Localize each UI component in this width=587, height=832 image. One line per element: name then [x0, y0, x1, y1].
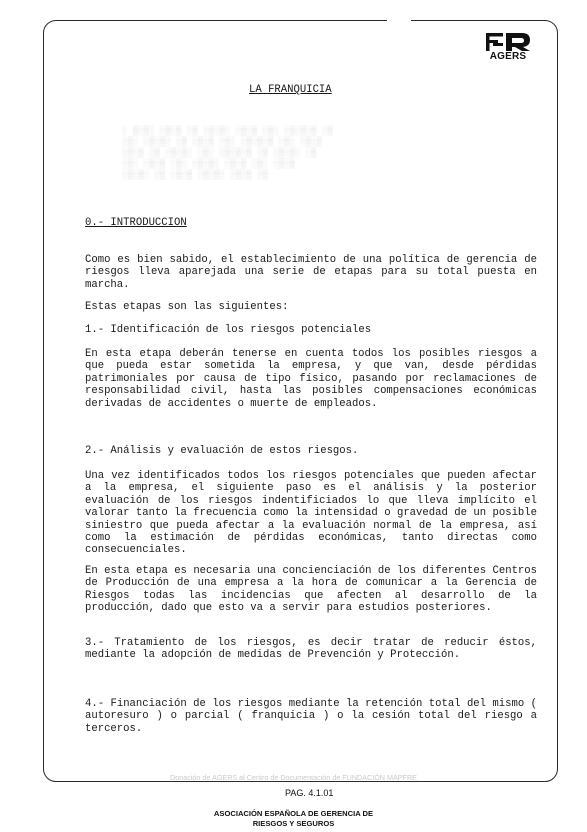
donation-watermark: Donación de AGERS al Centro de Documentación de FUNDACIÓN MAPFRE [170, 773, 417, 782]
section-2-paragraph-2: En esta etapa es necesaria una concienciación de los diferentes Centros de Producción de una empresa a la hora de comunicar a la Gerencia de Riesgos todas las incidencias que afecten al desarrollo de la producción, dado que esto va a servir para estudios posteriores. [85, 565, 537, 615]
intro-paragraph: Como es bien sabido, el establecimiento de una política de gerencia de riesgos lleva aparejada una serie de etapas para su total puesta en marcha. [85, 254, 537, 291]
page-title: LA FRANQUICIA [249, 84, 332, 96]
section-4-paragraph: 4.- Financiación de los riesgos mediante la retención total del mismo ( autoresuro ) o parcial ( franquicia ) o la cesión total del riesgo a terceros. [85, 698, 537, 735]
section-3-paragraph: 3.- Tratamiento de los riesgos, es decir tratar de reducir éstos, mediante la adopción de medidas de Prevención y Protección. [85, 637, 537, 662]
intro-heading: 0.- INTRODUCCION [85, 217, 187, 229]
section-1-heading: 1.- Identificación de los riesgos potenciales [85, 324, 372, 336]
section-2-heading: 2.- Análisis y evaluación de estos riesgos. [85, 445, 359, 457]
logo-text: AGERS [489, 51, 527, 62]
intro-paragraph-2: Estas etapas son las siguientes: [85, 301, 289, 313]
section-2-paragraph: Una vez identificados todos los riesgos potenciales que pueden afectar a la empresa, el siguiente paso es el análisis y la posterior evaluación de los riesgos indentificiados lo que lleva implícito el valorar tanto la frecuencia como la intensidad o gravedad de un posible siniestro que pueda afectar a la evaluación normal de la empresa, así como la estimación de pérdidas económicas, tanto directas como consecuenciales. [85, 470, 537, 557]
association-line-2: RIESGOS Y SEGUROS [252, 818, 335, 828]
bleed-through-text: ░ ▒░▒░ ░▒░▒ ░▒ ░▒░▒░ ░▒░▒ ░▒░ ░▒░▒░▒ ░▒ ░▒░ ░▒░▒░ ░▒ ░▒░▒ ░▒░ ░▒░▒░▒ ░▒░ ░▒░▒ ░▒░▒ ░▒ ░▒░▒░ ░▒░ ░▒░▒░▒ ░▒ ░▒░▒░ ░▒ ░▒░ ░▒░▒ ░▒░ ░▒░▒░ ░▒░▒ ░▒░ ░▒░▒ ░▒░▒░ ░▒ ░▒░▒ ░▒░▒░ ░▒░▒ ░▒ [122, 126, 333, 180]
association-line-1: ASOCIACIÓN ESPAÑOLA DE GERENCIA DE [213, 809, 374, 818]
association-footer [0, 809, 587, 828]
section-1-paragraph: En esta etapa deberán tenerse en cuenta todos los posibles riesgos a que pueda estar sometida la empresa, y que van, desde pérdidas patrimoniales por causa de tipo físico, pasando por reclamaciones de responsabilidad civil, hasta las posibles compensaciones económicas derivadas de accidentes o muerte de empleados. [85, 348, 537, 410]
border-gap [387, 17, 411, 23]
page-number: PAG. 4.1.01 [285, 788, 334, 798]
